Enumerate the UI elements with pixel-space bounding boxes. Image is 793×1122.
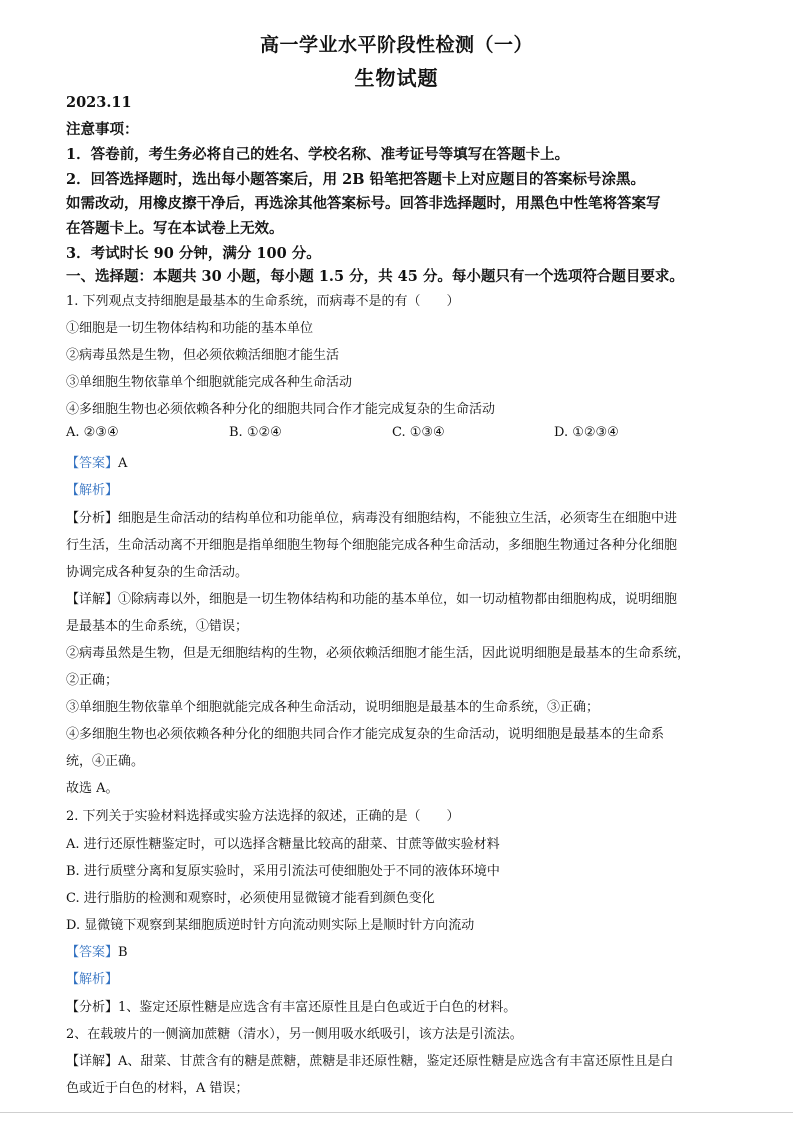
answer-value: B <box>118 945 128 960</box>
q1-fenxi <box>66 507 677 526</box>
q1-detail-line: ④多细胞生物也必须依赖各种分化的细胞共同合作才能完成复杂的生命活动，说明细胞是最基本的生命系 <box>66 727 665 742</box>
fenxi-tag: 【分析】 <box>66 1000 119 1015</box>
q2-detail <box>66 1050 673 1069</box>
notice-heading: 注意事项： <box>66 121 139 138</box>
exam-date: 2023.11 <box>66 94 132 111</box>
q1-statement: ④多细胞生物也必须依赖各种分化的细胞共同合作才能完成复杂的生命活动 <box>66 402 496 417</box>
q2-option-b: B. 进行质壁分离和复原实验时，采用引流法可使细胞处于不同的液体环境中 <box>66 864 500 879</box>
q1-statement: ①细胞是一切生物体结构和功能的基本单位 <box>66 321 314 336</box>
q1-detail-line: ②正确； <box>66 673 119 688</box>
q1-analysis-tag: 【解析】 <box>66 483 119 498</box>
section-heading: 一、选择题：本题共 30 小题，每小题 1.5 分，共 45 分。每小题只有一个选项符合题目要求。 <box>66 268 684 285</box>
q2-answer <box>66 941 128 960</box>
page-subtitle: 生物试题 <box>354 66 439 90</box>
q1-detail-line: 故选 A。 <box>66 781 119 796</box>
fenxi-text: 1、鉴定还原性糖是应选含有丰富还原性且是白色或近于白色的材料。 <box>118 1000 517 1015</box>
fenxi-text: 细胞是生命活动的结构单位和功能单位，病毒没有细胞结构，不能独立生活，必须寄生在细胞中进 <box>118 511 678 526</box>
notice-line: 在答题卡上。写在本试卷上无效。 <box>66 220 284 237</box>
q2-stem: 2. 下列关于实验材料选择或实验方法选择的叙述，正确的是（ ） <box>66 809 460 824</box>
q2-analysis-tag: 【解析】 <box>66 972 119 987</box>
q1-option-d: D. ①②③④ <box>554 425 619 440</box>
q2-option-a: A. 进行还原性糖鉴定时，可以选择含糖量比较高的甜菜、甘蔗等做实验材料 <box>66 837 500 852</box>
q2-detail-line: 色或近于白色的材料，A 错误； <box>66 1081 249 1096</box>
q1-detail-line: ③单细胞生物依靠单个细胞就能完成各种生命活动，说明细胞是最基本的生命系统，③正确； <box>66 700 600 715</box>
answer-tag: 【答案】 <box>66 945 119 960</box>
detail-tag: 【详解】 <box>66 592 119 607</box>
notice-line: 2．回答选择题时，选出每小题答案后，用 2B 铅笔把答题卡上对应题目的答案标号涂黑。 <box>66 171 646 188</box>
q2-option-d: D. 显微镜下观察到某细胞质逆时针方向流动则实际上是顺时针方向流动 <box>66 918 475 933</box>
q1-fenxi-line: 行生活，生命活动离不开细胞是指单细胞生物每个细胞能完成各种生命活动，多细胞生物通过各种分化细胞 <box>66 538 678 553</box>
q1-option-a: A. ②③④ <box>66 425 119 440</box>
page-title: 高一学业水平阶段性检测（一） <box>259 34 533 56</box>
q2-fenxi-line: 2、在载玻片的一侧滴加蔗糖（清水），另一侧用吸水纸吸引，该方法是引流法。 <box>66 1027 523 1042</box>
q1-detail <box>66 588 677 607</box>
q1-detail-line: 统，④正确。 <box>66 754 145 769</box>
fenxi-tag: 【分析】 <box>66 511 119 526</box>
page-bottom-divider <box>0 1112 793 1113</box>
q1-option-c: C. ①③④ <box>392 425 445 440</box>
q1-stem: 1. 下列观点支持细胞是最基本的生命系统，而病毒不是的有（ ） <box>66 294 460 309</box>
q1-option-b: B. ①②④ <box>229 425 282 440</box>
answer-value: A <box>118 456 128 471</box>
q1-detail-line: ②病毒虽然是生物，但是无细胞结构的生物，必须依赖活细胞才能生活，因此说明细胞是最基本的生命系统， <box>66 646 691 661</box>
detail-text: A、甜菜、甘蔗含有的糖是蔗糖，蔗糖是非还原性糖，鉴定还原性糖是应选含有丰富还原性且是白 <box>118 1054 674 1069</box>
q1-statement: ②病毒虽然是生物，但必须依赖活细胞才能生活 <box>66 348 340 363</box>
q2-fenxi <box>66 996 516 1015</box>
notice-line: 1．答卷前，考生务必将自己的姓名、学校名称、准考证号等填写在答题卡上。 <box>66 146 570 163</box>
notice-line: 如需改动，用橡皮擦干净后，再选涂其他答案标号。回答非选择题时，用黑色中性笔将答案写 <box>66 195 661 212</box>
notice-line: 3．考试时长 90 分钟，满分 100 分。 <box>66 245 321 262</box>
q2-option-c: C. 进行脂肪的检测和观察时，必须使用显微镜才能看到颜色变化 <box>66 891 435 906</box>
detail-text: ①除病毒以外，细胞是一切生物体结构和功能的基本单位，如一切动植物都由细胞构成，说明细胞 <box>118 592 678 607</box>
detail-tag: 【详解】 <box>66 1054 119 1069</box>
q1-detail-line: 是最基本的生命系统，①错误； <box>66 619 249 634</box>
q1-statement: ③单细胞生物依靠单个细胞就能完成各种生命活动 <box>66 375 353 390</box>
q1-fenxi-line: 协调完成各种复杂的生命活动。 <box>66 565 249 580</box>
q1-answer <box>66 452 127 471</box>
answer-tag: 【答案】 <box>66 456 119 471</box>
